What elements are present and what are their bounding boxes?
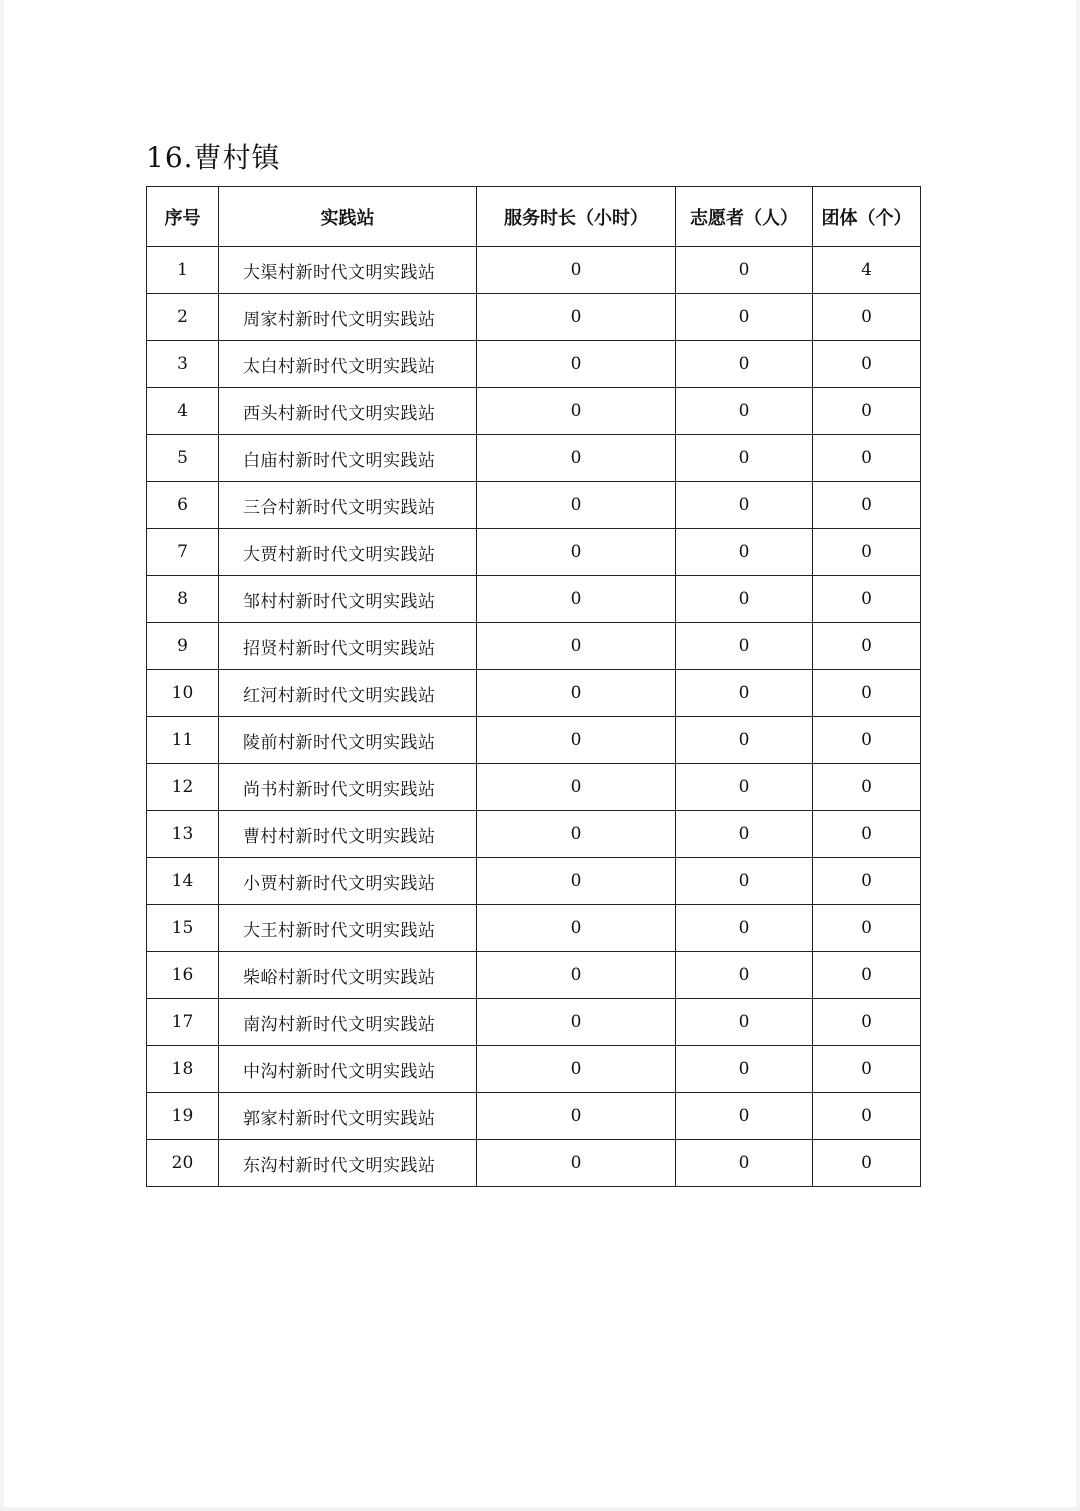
cell-volunteers: 0 (676, 952, 813, 999)
cell-hours: 0 (477, 952, 676, 999)
cell-volunteers: 0 (676, 905, 813, 952)
table-row (147, 1140, 921, 1187)
cell-no: 16 (147, 952, 219, 999)
cell-station: 大贾村新时代文明实践站 (219, 529, 477, 576)
cell-station: 大渠村新时代文明实践站 (219, 247, 477, 294)
cell-station: 陵前村新时代文明实践站 (219, 717, 477, 764)
cell-hours: 0 (477, 529, 676, 576)
cell-volunteers: 0 (676, 1140, 813, 1187)
table-row (147, 247, 921, 294)
cell-station: 小贾村新时代文明实践站 (219, 858, 477, 905)
cell-no: 19 (147, 1093, 219, 1140)
cell-volunteers: 0 (676, 1046, 813, 1093)
cell-hours: 0 (477, 388, 676, 435)
cell-volunteers: 0 (676, 811, 813, 858)
cell-hours: 0 (477, 482, 676, 529)
cell-volunteers: 0 (676, 576, 813, 623)
cell-station: 柴峪村新时代文明实践站 (219, 952, 477, 999)
cell-hours: 0 (477, 341, 676, 388)
cell-hours: 0 (477, 1093, 676, 1140)
table-row (147, 529, 921, 576)
cell-groups: 4 (813, 247, 921, 294)
cell-hours: 0 (477, 858, 676, 905)
table-row (147, 341, 921, 388)
cell-hours: 0 (477, 576, 676, 623)
cell-groups: 0 (813, 1140, 921, 1187)
cell-volunteers: 0 (676, 858, 813, 905)
cell-volunteers: 0 (676, 764, 813, 811)
cell-groups: 0 (813, 764, 921, 811)
cell-volunteers: 0 (676, 623, 813, 670)
cell-station: 郭家村新时代文明实践站 (219, 1093, 477, 1140)
cell-station: 东沟村新时代文明实践站 (219, 1140, 477, 1187)
cell-volunteers: 0 (676, 529, 813, 576)
cell-hours: 0 (477, 623, 676, 670)
cell-no: 12 (147, 764, 219, 811)
table-row (147, 858, 921, 905)
table-row (147, 388, 921, 435)
table-row (147, 952, 921, 999)
cell-groups: 0 (813, 670, 921, 717)
table-row (147, 999, 921, 1046)
table-row (147, 811, 921, 858)
stations-table (146, 186, 921, 1187)
table-row (147, 670, 921, 717)
cell-groups: 0 (813, 341, 921, 388)
cell-no: 8 (147, 576, 219, 623)
cell-hours: 0 (477, 435, 676, 482)
table-body (147, 247, 921, 1187)
table-row (147, 435, 921, 482)
cell-hours: 0 (477, 811, 676, 858)
table-row (147, 1046, 921, 1093)
cell-station: 西头村新时代文明实践站 (219, 388, 477, 435)
cell-groups: 0 (813, 623, 921, 670)
cell-no: 13 (147, 811, 219, 858)
table-header (147, 187, 921, 247)
cell-groups: 0 (813, 952, 921, 999)
cell-groups: 0 (813, 717, 921, 764)
table-row (147, 764, 921, 811)
cell-groups: 0 (813, 435, 921, 482)
cell-groups: 0 (813, 576, 921, 623)
cell-no: 11 (147, 717, 219, 764)
cell-volunteers: 0 (676, 341, 813, 388)
cell-groups: 0 (813, 858, 921, 905)
cell-volunteers: 0 (676, 388, 813, 435)
table-row (147, 1093, 921, 1140)
cell-hours: 0 (477, 1140, 676, 1187)
cell-groups: 0 (813, 1046, 921, 1093)
cell-no: 15 (147, 905, 219, 952)
cell-volunteers: 0 (676, 999, 813, 1046)
cell-station: 曹村村新时代文明实践站 (219, 811, 477, 858)
header-volunteers: 志愿者（人） (676, 187, 813, 247)
cell-hours: 0 (477, 764, 676, 811)
table-row (147, 623, 921, 670)
cell-volunteers: 0 (676, 247, 813, 294)
cell-station: 太白村新时代文明实践站 (219, 341, 477, 388)
header-row (147, 187, 921, 247)
header-station: 实践站 (219, 187, 477, 247)
cell-hours: 0 (477, 717, 676, 764)
table-row (147, 482, 921, 529)
table-row (147, 905, 921, 952)
document-page (4, 0, 1076, 1507)
cell-volunteers: 0 (676, 717, 813, 764)
cell-no: 1 (147, 247, 219, 294)
cell-groups: 0 (813, 388, 921, 435)
cell-no: 6 (147, 482, 219, 529)
section-title: 16.曹村镇 (146, 141, 281, 174)
cell-volunteers: 0 (676, 482, 813, 529)
cell-no: 18 (147, 1046, 219, 1093)
cell-groups: 0 (813, 905, 921, 952)
cell-volunteers: 0 (676, 1093, 813, 1140)
table-row (147, 576, 921, 623)
header-no: 序号 (147, 187, 219, 247)
cell-station: 尚书村新时代文明实践站 (219, 764, 477, 811)
header-hours: 服务时长（小时） (477, 187, 676, 247)
cell-no: 9 (147, 623, 219, 670)
cell-no: 2 (147, 294, 219, 341)
cell-station: 南沟村新时代文明实践站 (219, 999, 477, 1046)
cell-no: 4 (147, 388, 219, 435)
cell-groups: 0 (813, 294, 921, 341)
cell-station: 邹村村新时代文明实践站 (219, 576, 477, 623)
cell-groups: 0 (813, 811, 921, 858)
cell-hours: 0 (477, 1046, 676, 1093)
cell-groups: 0 (813, 999, 921, 1046)
cell-no: 3 (147, 341, 219, 388)
cell-station: 红河村新时代文明实践站 (219, 670, 477, 717)
cell-no: 14 (147, 858, 219, 905)
table-row (147, 294, 921, 341)
cell-no: 7 (147, 529, 219, 576)
cell-no: 5 (147, 435, 219, 482)
cell-hours: 0 (477, 999, 676, 1046)
cell-groups: 0 (813, 1093, 921, 1140)
cell-volunteers: 0 (676, 294, 813, 341)
cell-no: 10 (147, 670, 219, 717)
cell-groups: 0 (813, 482, 921, 529)
cell-hours: 0 (477, 247, 676, 294)
cell-station: 白庙村新时代文明实践站 (219, 435, 477, 482)
cell-no: 20 (147, 1140, 219, 1187)
cell-station: 大王村新时代文明实践站 (219, 905, 477, 952)
cell-station: 招贤村新时代文明实践站 (219, 623, 477, 670)
cell-hours: 0 (477, 905, 676, 952)
cell-groups: 0 (813, 529, 921, 576)
cell-station: 周家村新时代文明实践站 (219, 294, 477, 341)
cell-hours: 0 (477, 670, 676, 717)
cell-no: 17 (147, 999, 219, 1046)
cell-volunteers: 0 (676, 435, 813, 482)
cell-volunteers: 0 (676, 670, 813, 717)
header-groups: 团体（个） (813, 187, 921, 247)
cell-station: 三合村新时代文明实践站 (219, 482, 477, 529)
cell-station: 中沟村新时代文明实践站 (219, 1046, 477, 1093)
cell-hours: 0 (477, 294, 676, 341)
table-row (147, 717, 921, 764)
